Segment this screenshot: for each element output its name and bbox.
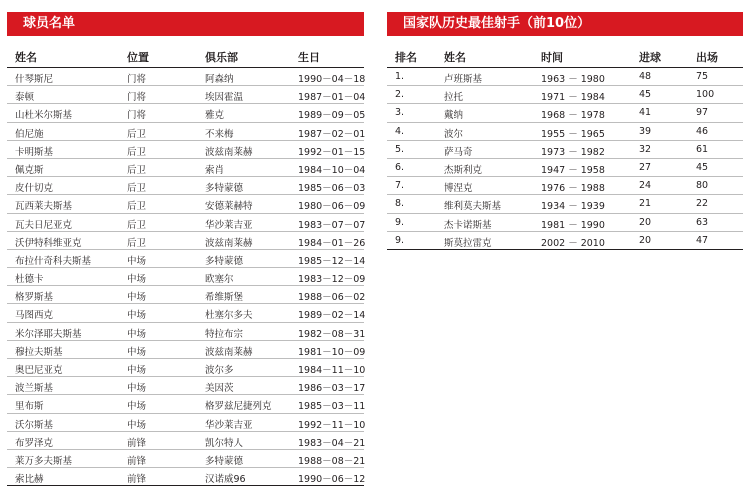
player-club: 多特蒙德 <box>205 183 244 195</box>
table-row <box>7 359 364 377</box>
scorers-header-rank: 排名 <box>395 51 417 64</box>
roster-column-headers <box>7 47 364 68</box>
player-birthdate: 1982－08－31 <box>298 328 366 340</box>
player-name: 马图西克 <box>15 310 54 322</box>
player-name: 什琴斯尼 <box>15 74 54 85</box>
table-row <box>7 450 364 468</box>
player-position: 中场 <box>127 292 147 304</box>
scorer-period: 1934 － 1939 <box>541 201 605 213</box>
player-name: 瓦夫日尼亚克 <box>15 219 73 231</box>
player-club: 索肖 <box>205 164 225 176</box>
player-position: 后卫 <box>127 201 147 213</box>
player-name: 莱万多夫斯基 <box>15 455 73 467</box>
roster-title: 球员名单 <box>7 12 364 36</box>
scorer-caps: 61 <box>696 143 709 155</box>
table-row <box>387 86 743 104</box>
scorer-rank: 9. <box>395 234 405 246</box>
player-name: 瓦西莱夫斯基 <box>15 201 73 213</box>
player-birthdate: 1987－01－04 <box>298 92 366 104</box>
scorer-name: 维利莫夫斯基 <box>444 201 502 213</box>
scorer-name: 杰卡诺斯基 <box>444 219 492 231</box>
roster-header-position: 位置 <box>127 51 149 64</box>
table-row <box>7 177 364 195</box>
player-position: 中场 <box>127 346 147 358</box>
player-club: 汉诺威96 <box>205 474 246 486</box>
player-club: 华沙莱吉亚 <box>205 419 253 431</box>
scorer-goals: 32 <box>639 143 652 155</box>
scorer-goals: 24 <box>639 180 652 192</box>
table-row <box>7 250 364 268</box>
player-club: 华沙莱吉亚 <box>205 219 253 231</box>
scorer-name: 戴纳 <box>444 110 464 122</box>
table-row <box>7 123 364 141</box>
scorer-goals: 48 <box>639 71 652 82</box>
player-name: 佩克斯 <box>15 164 44 176</box>
table-row <box>7 104 364 122</box>
player-name: 山杜米尔斯基 <box>15 110 73 122</box>
player-position: 门将 <box>127 92 147 104</box>
table-row <box>7 159 364 177</box>
player-name: 布拉什奇科夫斯基 <box>15 255 92 267</box>
player-position: 后卫 <box>127 164 147 176</box>
scorer-period: 1963 － 1980 <box>541 74 605 85</box>
player-birthdate: 1989－09－05 <box>298 110 366 122</box>
scorer-name: 杰斯利克 <box>444 164 483 176</box>
scorer-caps: 63 <box>696 216 709 228</box>
table-row <box>7 286 364 304</box>
table-row <box>7 214 364 232</box>
player-position: 中场 <box>127 310 147 322</box>
table-row <box>7 232 364 250</box>
scorer-goals: 20 <box>639 234 652 246</box>
player-name: 皮什切克 <box>15 183 54 195</box>
player-name: 杜德卡 <box>15 274 44 286</box>
scorer-rank: 7. <box>395 180 405 192</box>
table-row <box>387 159 743 177</box>
table-row <box>7 68 364 86</box>
scorers-header-goals: 进球 <box>639 51 661 64</box>
scorers-column-headers <box>387 47 743 68</box>
player-club: 波尔多 <box>205 365 234 376</box>
table-row <box>7 304 364 322</box>
scorer-goals: 45 <box>639 89 652 101</box>
scorer-caps: 46 <box>696 125 709 137</box>
scorer-rank: 2. <box>395 89 405 101</box>
player-name: 格罗斯基 <box>15 292 54 304</box>
scorer-rank: 9. <box>395 216 405 228</box>
player-name: 穆拉夫斯基 <box>15 346 63 358</box>
player-club: 希维斯堡 <box>205 292 244 304</box>
scorer-rank: 3. <box>395 107 405 119</box>
scorer-name: 博涅克 <box>444 183 473 195</box>
scorer-caps: 100 <box>696 89 715 101</box>
player-name: 索比赫 <box>15 474 44 486</box>
player-club: 埃因霍温 <box>205 92 244 104</box>
player-club: 安德莱赫特 <box>205 201 253 213</box>
player-birthdate: 1980－06－09 <box>298 201 366 213</box>
table-row <box>7 141 364 159</box>
scorer-rank: 4. <box>395 125 405 137</box>
table-row <box>387 104 743 122</box>
player-position: 后卫 <box>127 183 147 195</box>
scorers-table <box>387 68 743 250</box>
player-position: 中场 <box>127 365 147 376</box>
scorer-caps: 97 <box>696 107 709 119</box>
player-position: 中场 <box>127 328 147 340</box>
scorer-name: 斯莫拉雷克 <box>444 237 492 249</box>
player-position: 后卫 <box>127 146 147 158</box>
player-birthdate: 1983－12－09 <box>298 274 366 286</box>
player-position: 中场 <box>127 401 147 413</box>
table-row <box>7 195 364 213</box>
player-name: 伯尼施 <box>15 128 44 140</box>
player-position: 中场 <box>127 255 147 267</box>
player-club: 凯尔特人 <box>205 437 244 449</box>
scorer-name: 卢班斯基 <box>444 74 483 85</box>
player-position: 前锋 <box>127 437 147 449</box>
scorer-period: 1973 － 1982 <box>541 146 605 158</box>
roster-header-birth: 生日 <box>298 51 320 64</box>
table-row <box>7 86 364 104</box>
player-club: 美因茨 <box>205 383 234 395</box>
player-birthdate: 1985－12－14 <box>298 255 366 267</box>
scorer-caps: 75 <box>696 71 709 82</box>
scorer-caps: 80 <box>696 180 709 192</box>
scorer-name: 萨马奇 <box>444 146 473 158</box>
player-club: 欧塞尔 <box>205 274 234 286</box>
scorer-goals: 39 <box>639 125 652 137</box>
scorer-caps: 22 <box>696 198 709 210</box>
table-row <box>387 214 743 232</box>
table-row <box>7 468 364 486</box>
scorers-header-period: 时间 <box>541 51 563 64</box>
scorer-name: 拉托 <box>444 92 464 104</box>
table-row <box>7 395 364 413</box>
player-position: 中场 <box>127 274 147 286</box>
player-name: 波兰斯基 <box>15 383 54 395</box>
table-row <box>7 268 364 286</box>
player-birthdate: 1984－11－10 <box>298 365 366 376</box>
roster-table <box>7 68 364 486</box>
scorer-period: 1947 － 1958 <box>541 164 605 176</box>
player-birthdate: 1988－06－02 <box>298 292 366 304</box>
roster-header-club: 俱乐部 <box>205 51 238 64</box>
scorers-header-caps: 出场 <box>696 51 718 64</box>
player-position: 后卫 <box>127 128 147 140</box>
roster-header-name: 姓名 <box>15 51 37 64</box>
player-birthdate: 1984－01－26 <box>298 237 366 249</box>
player-birthdate: 1985－03－11 <box>298 401 366 413</box>
player-club: 多特蒙德 <box>205 255 244 267</box>
table-row <box>7 341 364 359</box>
scorers-title: 国家队历史最佳射手（前10位） <box>387 12 743 36</box>
player-club: 不来梅 <box>205 128 234 140</box>
table-row <box>7 323 364 341</box>
table-row <box>387 68 743 86</box>
player-club: 多特蒙德 <box>205 455 244 467</box>
player-club: 波兹南莱赫 <box>205 237 253 249</box>
player-birthdate: 1987－02－01 <box>298 128 366 140</box>
table-row <box>7 377 364 395</box>
player-birthdate: 1992－11－10 <box>298 419 366 431</box>
player-name: 里布斯 <box>15 401 44 413</box>
scorers-panel <box>387 12 743 250</box>
player-club: 杜塞尔多夫 <box>205 310 253 322</box>
scorer-goals: 27 <box>639 161 652 173</box>
scorer-rank: 6. <box>395 161 405 173</box>
player-birthdate: 1983－07－07 <box>298 219 366 231</box>
scorer-period: 1955 － 1965 <box>541 128 605 140</box>
player-birthdate: 1988－08－21 <box>298 455 366 467</box>
player-birthdate: 1981－10－09 <box>298 346 366 358</box>
table-row <box>7 432 364 450</box>
scorer-period: 1981 － 1990 <box>541 219 605 231</box>
player-birthdate: 1990－04－18 <box>298 74 366 85</box>
player-name: 沃尔斯基 <box>15 419 54 431</box>
scorer-caps: 45 <box>696 161 709 173</box>
table-row <box>387 177 743 195</box>
player-birthdate: 1989－02－14 <box>298 310 366 322</box>
player-club: 格罗兹尼捷列克 <box>205 401 272 413</box>
player-position: 前锋 <box>127 474 147 486</box>
player-birthdate: 1983－04－21 <box>298 437 366 449</box>
table-row <box>7 414 364 432</box>
roster-panel <box>7 12 364 486</box>
player-position: 门将 <box>127 110 147 122</box>
table-row <box>387 123 743 141</box>
scorer-rank: 8. <box>395 198 405 210</box>
player-club: 特拉布宗 <box>205 328 244 340</box>
player-name: 卡明斯基 <box>15 146 54 158</box>
scorer-name: 波尔 <box>444 128 464 140</box>
player-position: 前锋 <box>127 455 147 467</box>
scorer-goals: 41 <box>639 107 652 119</box>
scorer-caps: 47 <box>696 234 709 246</box>
table-row <box>387 232 743 250</box>
scorer-rank: 1. <box>395 71 405 82</box>
player-club: 阿森纳 <box>205 74 234 85</box>
player-name: 米尔泽耶夫斯基 <box>15 328 82 340</box>
player-club: 雅克 <box>205 110 225 122</box>
player-position: 中场 <box>127 419 147 431</box>
player-club: 波兹南莱赫 <box>205 146 253 158</box>
scorer-period: 1971 － 1984 <box>541 92 605 104</box>
player-birthdate: 1990－06－12 <box>298 474 366 486</box>
player-birthdate: 1985－06－03 <box>298 183 366 195</box>
player-name: 布罗泽克 <box>15 437 54 449</box>
player-birthdate: 1992－01－15 <box>298 146 366 158</box>
table-row <box>387 195 743 213</box>
scorer-period: 1968 － 1978 <box>541 110 605 122</box>
player-position: 后卫 <box>127 237 147 249</box>
scorer-goals: 20 <box>639 216 652 228</box>
player-position: 后卫 <box>127 219 147 231</box>
player-club: 波兹南莱赫 <box>205 346 253 358</box>
scorer-goals: 21 <box>639 198 652 210</box>
scorer-period: 1976 － 1988 <box>541 183 605 195</box>
table-row <box>387 141 743 159</box>
player-position: 中场 <box>127 383 147 395</box>
player-name: 沃伊特科维亚克 <box>15 237 82 249</box>
player-birthdate: 1984－10－04 <box>298 164 366 176</box>
scorer-rank: 5. <box>395 143 405 155</box>
scorer-period: 2002 － 2010 <box>541 237 605 249</box>
player-name: 泰顿 <box>15 92 35 104</box>
player-name: 奥巴尼亚克 <box>15 365 63 376</box>
player-position: 门将 <box>127 74 147 85</box>
player-birthdate: 1986－03－17 <box>298 383 366 395</box>
scorers-header-name: 姓名 <box>444 51 466 64</box>
